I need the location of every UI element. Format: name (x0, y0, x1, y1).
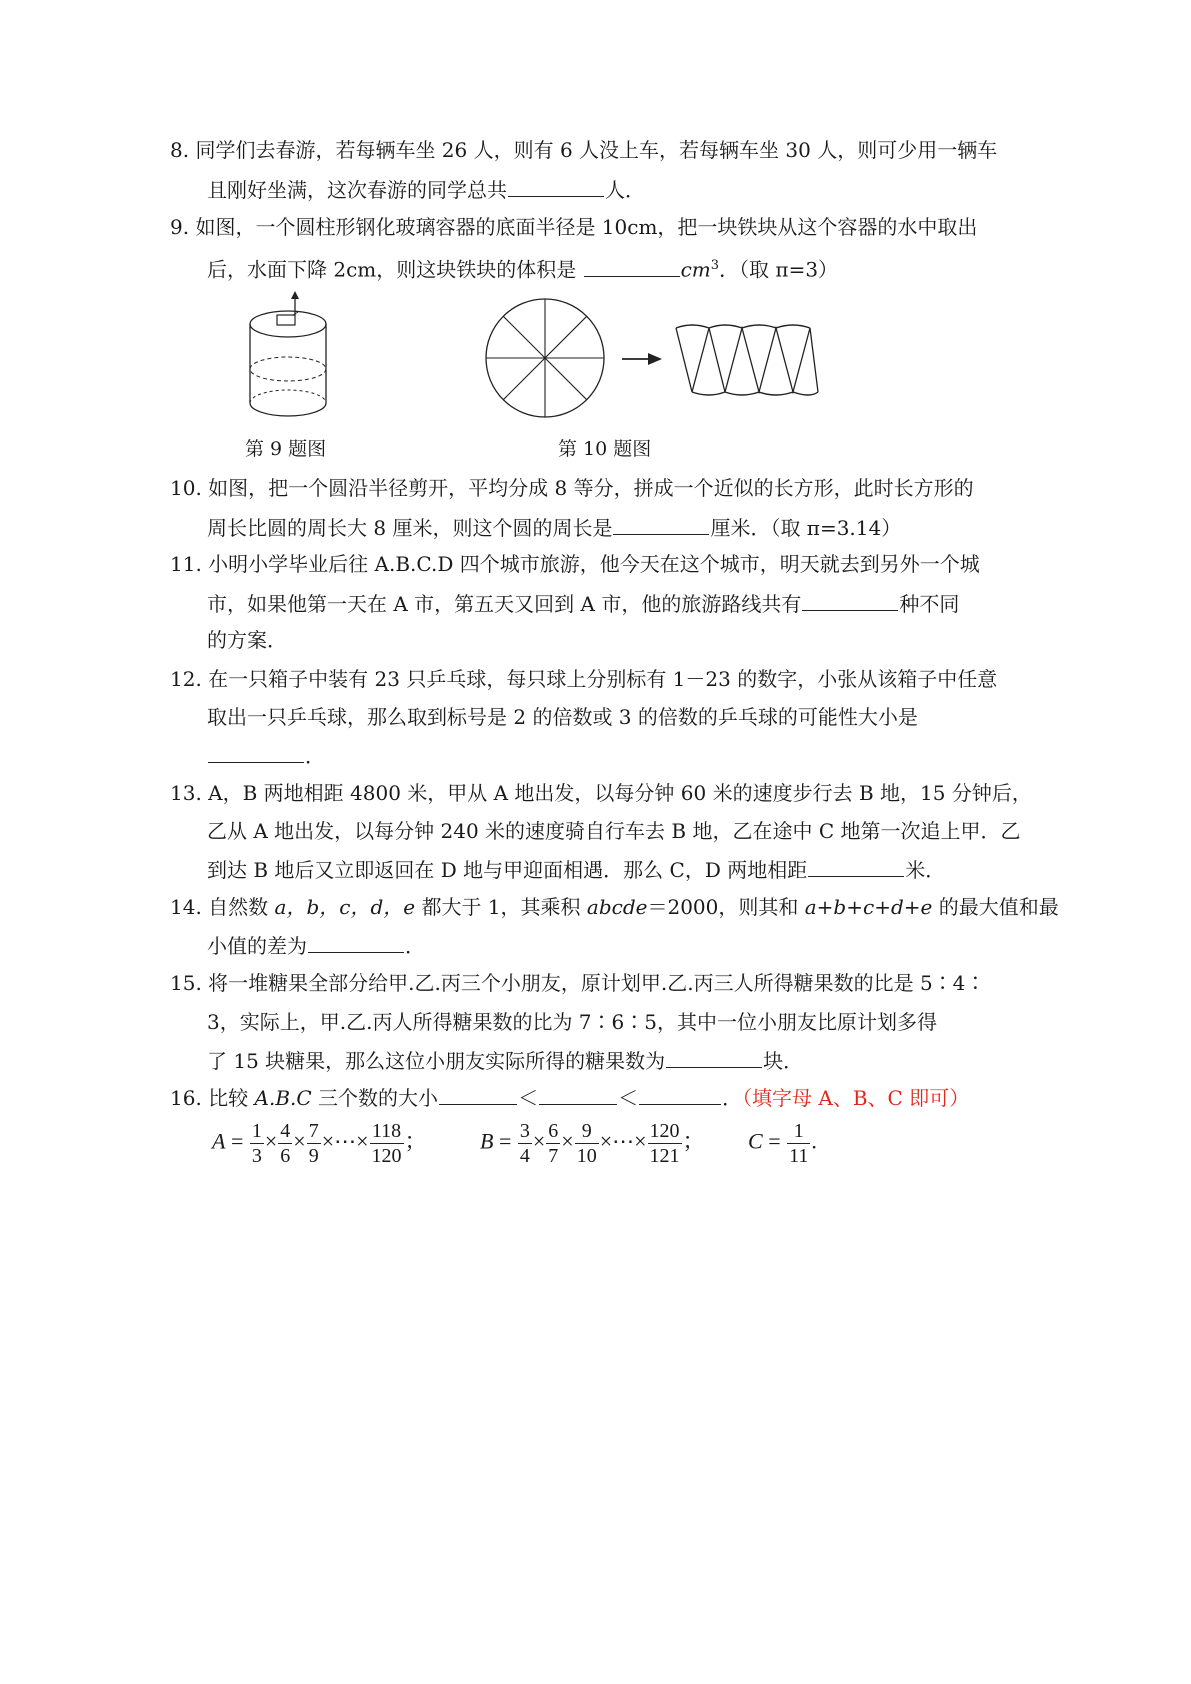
q15-line2: 3，实际上，甲.乙.丙人所得糖果数的比为 7∶6∶5，其中一位小朋友比原计划多得 (207, 1010, 937, 1034)
formula-b (480, 1119, 705, 1168)
q9-line2-text: 后，水面下降 2cm，则这块铁块的体积是 (207, 257, 577, 282)
numerator: 1 (787, 1119, 810, 1144)
formula-c (748, 1119, 817, 1168)
q14-vars: a，b，c，d，e (274, 895, 416, 919)
times-sign: × (532, 1128, 546, 1154)
numerator: 118 (370, 1119, 404, 1144)
answer-blank-q10[interactable] (613, 514, 709, 535)
numerator: 1 (251, 1120, 262, 1142)
q15-line3 (207, 1047, 803, 1074)
denominator: 9 (308, 1145, 319, 1167)
figure9-caption: 第 9 题图 (245, 438, 327, 460)
numerator: 7 (308, 1120, 319, 1142)
q11-line2-tail: 种不同 (899, 592, 960, 616)
q8-line2-text: 且刚好坐满，这次春游的同学总共 (207, 178, 507, 202)
formula-a-eq: = (230, 1128, 244, 1154)
q15-line1: 15. 将一堆糖果全部分给甲.乙.丙三个小朋友，原计划甲.乙.丙三人所得糖果数的比是 5∶4∶ (170, 971, 986, 995)
formula-b-eq: = (498, 1128, 512, 1154)
formula-a-name: A (212, 1128, 226, 1154)
figure10-caption: 第 10 题图 (558, 438, 652, 460)
q14-line2-text: 小值的差为 (207, 934, 307, 958)
period: . (811, 1128, 817, 1154)
q10-line2 (207, 514, 901, 541)
fraction (575, 1119, 599, 1168)
q16-hint: （填字母 A、B、C 即可） (742, 1086, 970, 1110)
answer-blank-q16-1[interactable] (439, 1084, 517, 1105)
q9-line2 (207, 253, 838, 283)
denominator: 11 (789, 1145, 809, 1167)
answer-blank-q15[interactable] (666, 1047, 762, 1068)
q15-unit: 块． (763, 1049, 804, 1073)
q14-text-c: ＝2000，则其和 (647, 895, 805, 919)
q16-dot: ． (722, 1086, 743, 1110)
denominator: 121 (649, 1145, 680, 1167)
fraction (518, 1119, 532, 1168)
q14-text-b: 都大于 1，其乘积 (415, 895, 587, 919)
q12-end: ． (305, 744, 325, 768)
q16-text-a: 16. 比较 (170, 1086, 255, 1110)
fraction (546, 1119, 560, 1168)
q11-line3: 的方案． (207, 628, 287, 652)
q15-line3-text: 了 15 块糖果，那么这位小朋友实际所得的糖果数为 (207, 1049, 666, 1073)
formula-c-name: C (748, 1128, 763, 1154)
q9-line1: 9. 如图，一个圆柱形钢化玻璃容器的底面半径是 10cm，把一块铁块从这个容器的水中取出 (170, 215, 978, 239)
fraction (250, 1119, 264, 1168)
q14-end: ． (405, 934, 425, 958)
q12-line2: 取出一只乒乓球，那么取到标号是 2 的倍数或 3 的倍数的乒乓球的可能性大小是 (207, 705, 918, 729)
less-than-2: ＜ (618, 1086, 639, 1110)
q16-text-b: 三个数的大小 (311, 1086, 439, 1110)
q16-line1 (170, 1084, 969, 1111)
q14-line2 (207, 932, 425, 959)
answer-blank-q13[interactable] (808, 856, 904, 877)
q14-line1 (170, 894, 1059, 920)
times-sign: × (264, 1128, 278, 1154)
numerator: 120 (649, 1120, 680, 1142)
q14-text-a: 14. 自然数 (170, 895, 275, 919)
numerator: 6 (548, 1120, 559, 1142)
q10-line2-text: 周长比圆的周长大 8 厘米，则这个圆的周长是 (207, 516, 613, 540)
formula-b-name: B (480, 1128, 494, 1154)
q10-note: 厘米．（取 π=3.14） (710, 516, 902, 540)
q8-line1: 8. 同学们去春游，若每辆车坐 26 人，则有 6 人没上车，若每辆车坐 30 人，则可少用一辆车 (170, 138, 998, 162)
times-sign: × (293, 1128, 306, 1154)
formula-a (212, 1119, 427, 1168)
answer-blank-q16-2[interactable] (539, 1084, 617, 1105)
denominator: 10 (576, 1145, 597, 1167)
numerator: 9 (575, 1119, 599, 1144)
formula-c-eq: = (768, 1128, 781, 1154)
semicolon: ； (682, 1128, 705, 1154)
q11-line2 (207, 590, 959, 617)
less-than-1: ＜ (518, 1086, 539, 1110)
denominator: 6 (280, 1145, 291, 1167)
q8-unit: 人． (605, 178, 645, 202)
fraction (648, 1119, 682, 1168)
q9-unit-exponent: 3 (710, 258, 720, 273)
fraction (307, 1119, 321, 1168)
denominator: 3 (251, 1145, 262, 1167)
q14-product: abcde (586, 895, 648, 919)
q13-line2: 乙从 A 地出发，以每分钟 240 米的速度骑自行车去 B 地，乙在途中 C 地第一次追上甲．乙 (207, 819, 1021, 843)
ellipsis-product: ×⋯× (599, 1128, 647, 1154)
answer-blank-q16-3[interactable] (639, 1084, 721, 1105)
semicolon: ； (404, 1128, 427, 1154)
q16-vars: A.B.C (254, 1086, 312, 1110)
cylinder-figure (240, 288, 340, 428)
q14-sum: a+b+c+d+e (804, 895, 933, 919)
answer-blank-q14[interactable] (308, 932, 404, 953)
times-sign: × (561, 1128, 574, 1154)
answer-blank-q12[interactable] (208, 742, 304, 763)
denominator: 120 (371, 1145, 402, 1167)
fraction (787, 1119, 810, 1168)
q11-line2-text: 市，如果他第一天在 A 市，第五天又回到 A 市，他的旅游路线共有 (207, 592, 802, 616)
q14-text-d: 的最大值和最 (932, 895, 1059, 919)
q12-line3 (207, 742, 325, 769)
denominator: 7 (548, 1145, 559, 1167)
q12-line1: 12. 在一只箱子中装有 23 只乒乓球，每只球上分别标有 1－23 的数字，小张从该箱子中任意 (170, 667, 998, 691)
q13-line1: 13. A，B 两地相距 4800 米，甲从 A 地出发，以每分钟 60 米的速度步行去 B 地，15 分钟后， (170, 781, 1032, 805)
q10-line1: 10. 如图，把一个圆沿半径剪开，平均分成 8 等分，拼成一个近似的长方形，此时长方形的 (170, 476, 974, 500)
q8-line2 (207, 176, 645, 203)
answer-blank-q8[interactable] (508, 176, 604, 197)
answer-blank-q9[interactable] (584, 256, 680, 277)
fraction (370, 1119, 404, 1168)
ellipsis-product: ×⋯× (321, 1128, 369, 1154)
q11-line1: 11. 小明小学毕业后往 A.B.C.D 四个城市旅游，他今天在这个城市，明天就去到另外一个城 (170, 552, 980, 576)
q13-line3-text: 到达 B 地后又立即返回在 D 地与甲迎面相遇．那么 C，D 两地相距 (207, 858, 808, 882)
denominator: 4 (519, 1145, 530, 1167)
fraction (278, 1119, 292, 1168)
circle-to-rectangle-figure (480, 288, 830, 428)
q13-line3 (207, 856, 945, 883)
answer-blank-q11[interactable] (802, 590, 898, 611)
q13-unit: 米． (905, 858, 946, 882)
q9-unit: cm (680, 257, 711, 282)
numerator: 4 (280, 1120, 291, 1142)
numerator: 3 (519, 1120, 530, 1142)
q9-note: ．（取 π=3） (719, 257, 839, 282)
